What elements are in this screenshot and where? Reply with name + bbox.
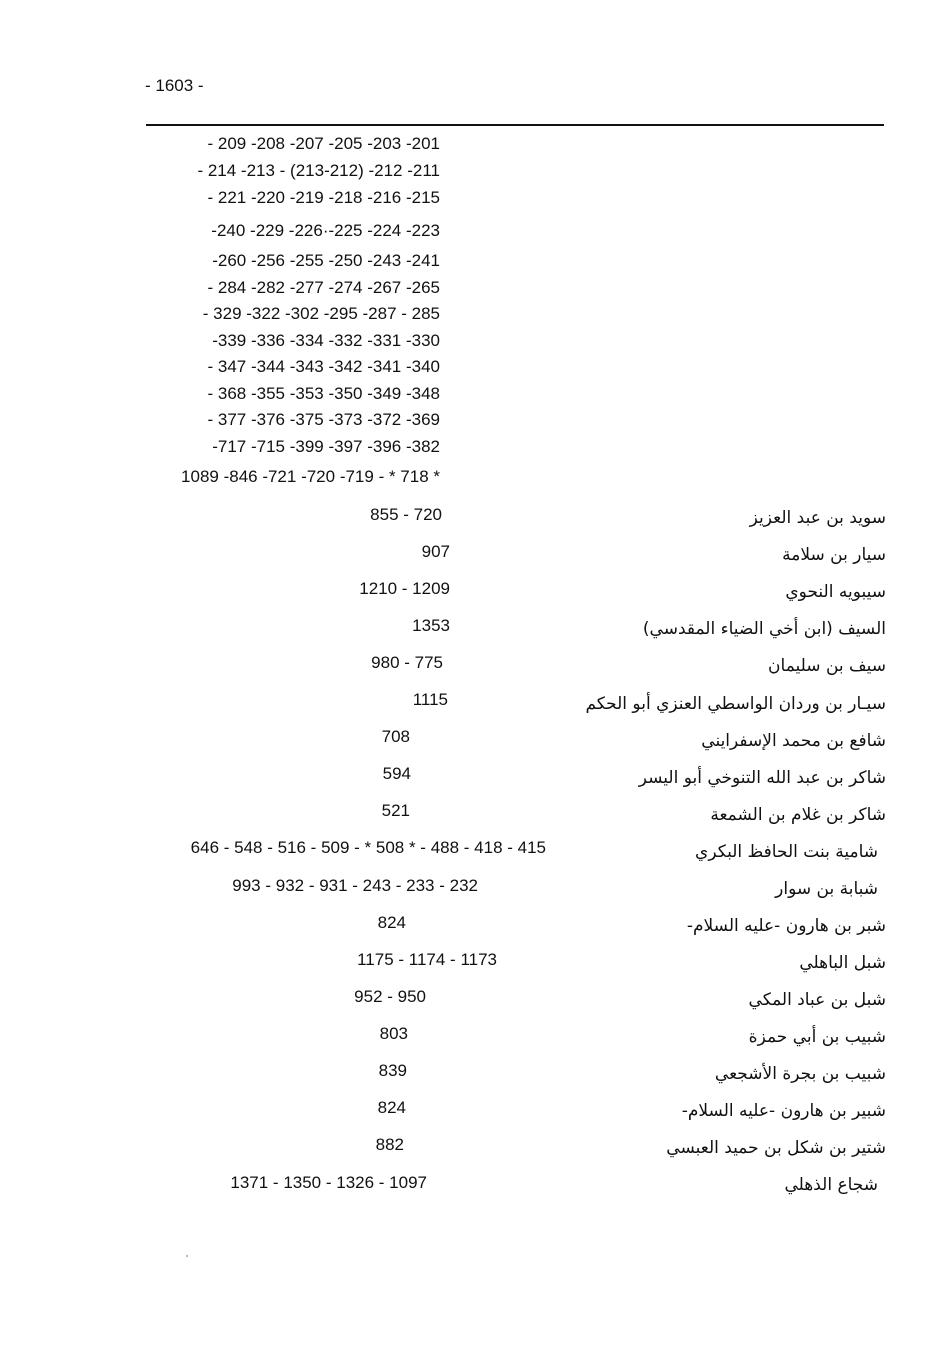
entry-pages: 1210 - 1209 <box>359 579 450 598</box>
entry-name: شبر بن هارون -عليه السلام- <box>686 916 886 936</box>
entry-pages: 824 <box>377 1098 406 1117</box>
entry-name: شبل الباهلي <box>799 953 886 973</box>
continued-pages-line: -717 -715 -399 -397 -396 -382 <box>212 437 440 456</box>
continued-pages-line: - 377 -376 -375 -373 -372 -369 <box>207 410 440 429</box>
entry-name: شاكر بن عبد الله التنوخي أبو اليسر <box>638 768 886 788</box>
continued-pages-line: - 329 -322 -302 -295 -287 - 285 <box>202 304 440 323</box>
entry-name: سيف بن سليمان <box>768 656 886 676</box>
continued-pages-line: -240 -229 -226·-225 -224 -223 <box>211 221 440 240</box>
entry-pages: 907 <box>421 542 450 561</box>
entry-name: سيار بن سلامة <box>782 545 886 565</box>
entry-name: شافع بن محمد الإسفرايني <box>701 731 886 751</box>
entry-pages: 1115 <box>412 690 448 709</box>
entry-name: شاكر بن غلام بن الشمعة <box>710 805 886 825</box>
entry-name: شبابة بن سوار <box>775 879 878 899</box>
scan-speck <box>186 1255 188 1257</box>
entry-pages: 803 <box>379 1024 408 1043</box>
entry-pages: 1353 <box>412 616 450 635</box>
entry-name: السيف (ابن أخي الضياء المقدسي) <box>642 619 886 639</box>
entry-pages: 839 <box>378 1061 407 1080</box>
entry-name: شبيب بن بجرة الأشجعي <box>714 1064 886 1084</box>
entry-name: شبل بن عباد المكي <box>748 990 886 1010</box>
entry-pages: 855 - 720 <box>370 505 442 524</box>
entry-name: سيـار بن وردان الواسطي العنزي أبو الحكم <box>585 694 886 714</box>
continued-pages-line: 1089 -846 -721 -720 -719 - * 718 * <box>181 467 440 486</box>
entry-pages: 980 - 775 <box>371 653 443 672</box>
continued-pages-line: -260 -256 -255 -250 -243 -241 <box>212 251 440 270</box>
entry-pages: 993 - 932 - 931 - 243 - 233 - 232 <box>232 876 478 895</box>
entry-name: شبير بن هارون -عليه السلام- <box>681 1101 886 1121</box>
entry-pages: 521 <box>381 801 410 820</box>
entry-name: سويد بن عبد العزيز <box>749 508 886 528</box>
entry-pages: 952 - 950 <box>354 987 426 1006</box>
entry-pages: 882 <box>375 1135 404 1154</box>
continued-pages-line: - 284 -282 -277 -274 -267 -265 <box>207 278 440 297</box>
entry-name: شامية بنت الحافظ البكري <box>695 842 878 862</box>
entry-pages: 646 - 548 - 516 - 509 - * 508 * - 488 - 418 - 415 <box>190 838 546 857</box>
continued-pages-line: - 214 -213 - (213-212) -212 -211 <box>197 161 440 180</box>
header-rule <box>146 124 884 126</box>
continued-pages-line: - 209 -208 -207 -205 -203 -201 <box>207 134 440 153</box>
continued-pages-line: -339 -336 -334 -332 -331 -330 <box>212 331 440 350</box>
continued-pages-line: - 368 -355 -353 -350 -349 -348 <box>207 384 440 403</box>
entry-pages: 594 <box>382 764 411 783</box>
page-number: - 1603 - <box>145 76 204 95</box>
entry-name: شتير بن شكل بن حميد العبسي <box>666 1138 886 1158</box>
entry-pages: 1371 - 1350 - 1326 - 1097 <box>230 1173 427 1192</box>
entry-name: شبيب بن أبي حمزة <box>748 1027 886 1047</box>
entry-name: سيبويه النحوي <box>785 582 886 602</box>
entry-pages: 824 <box>377 913 406 932</box>
entry-pages: 708 <box>381 727 410 746</box>
continued-pages-line: - 347 -344 -343 -342 -341 -340 <box>207 357 440 376</box>
entry-pages: 1175 - 1174 - 1173 <box>357 950 497 969</box>
entry-name: شجاع الذهلي <box>784 1175 878 1195</box>
continued-pages-line: - 221 -220 -219 -218 -216 -215 <box>207 188 440 207</box>
